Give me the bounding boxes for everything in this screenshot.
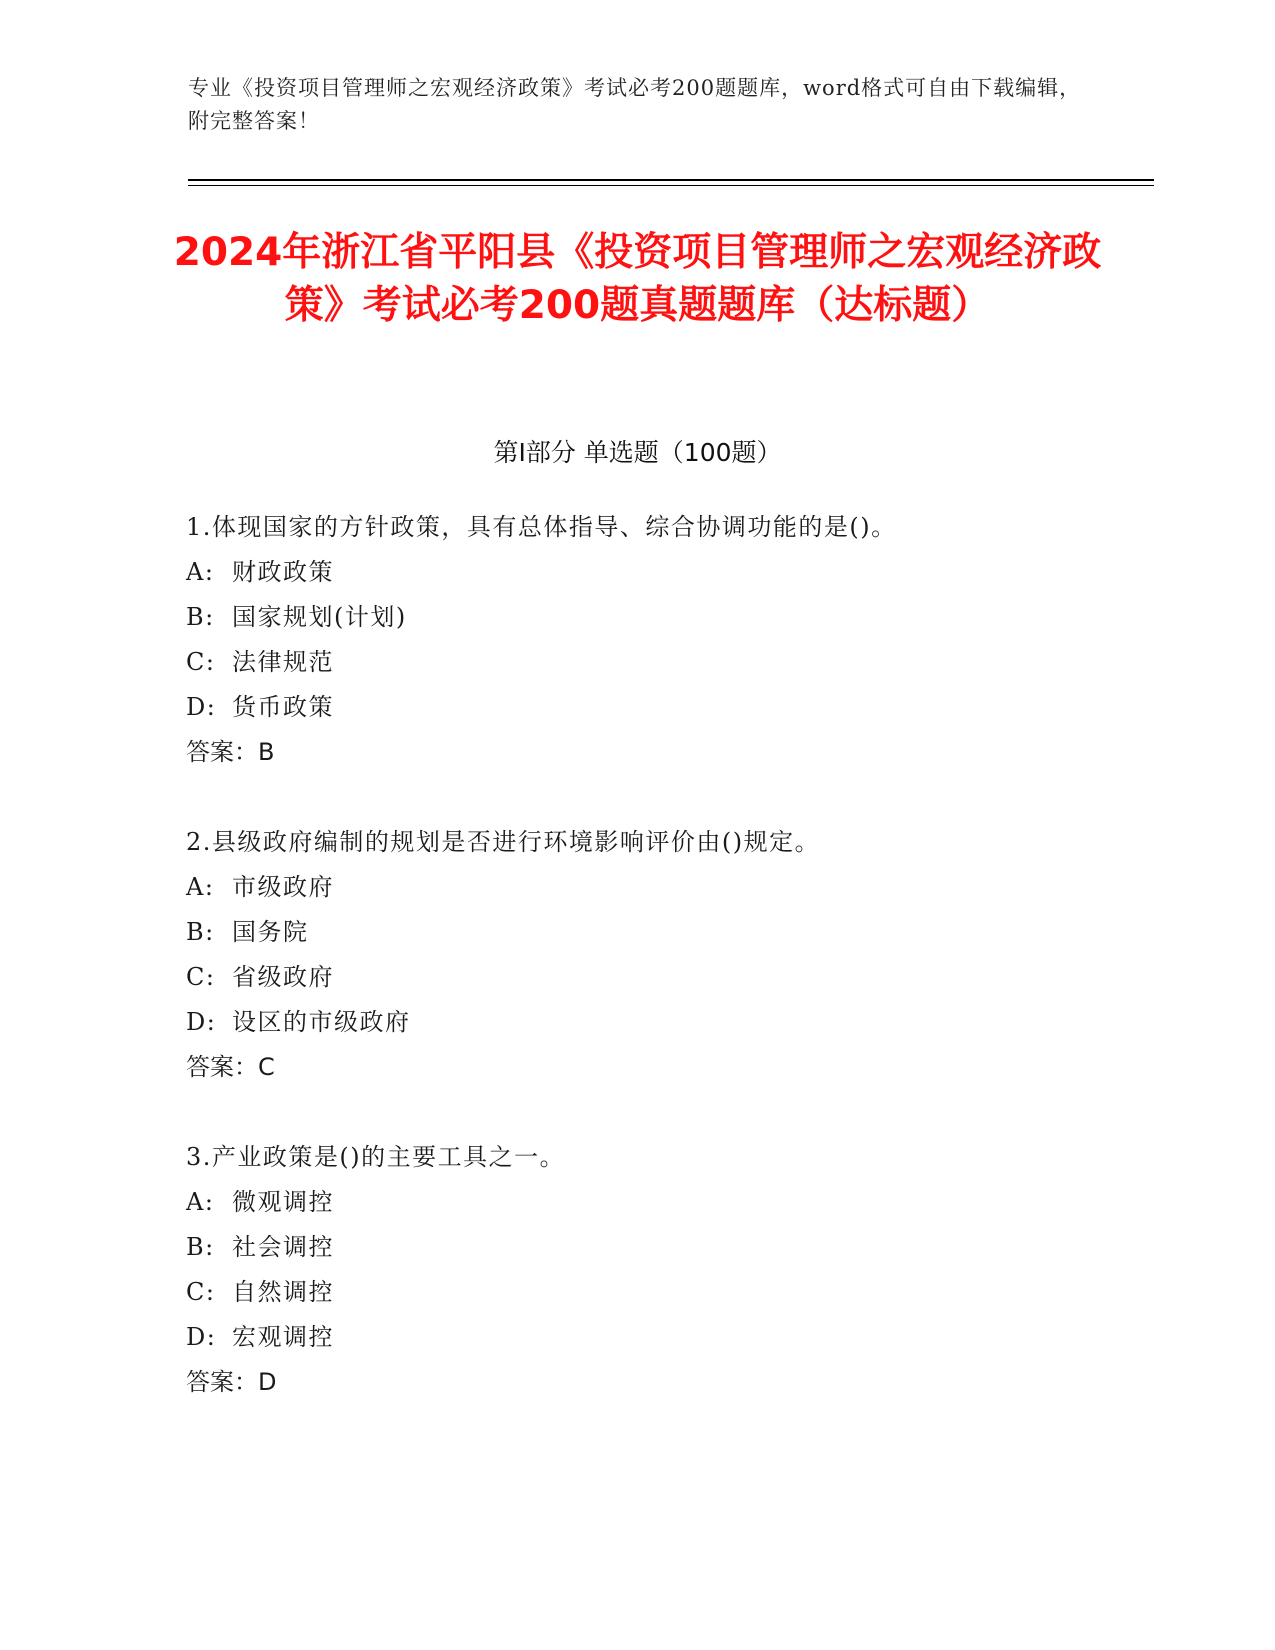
question-1 [186,505,1136,775]
question-stem: 3.产业政策是()的主要工具之一。 [186,1143,566,1171]
option-text: 财政政策 [232,558,334,586]
question-2 [186,820,1136,1090]
header-divider-thick [188,179,1154,181]
option-letter: A: [186,558,215,586]
option-text: 微观调控 [232,1188,334,1216]
option-c [186,1270,1136,1315]
question-3 [186,1135,1136,1405]
option-d [186,1315,1136,1360]
option-letter: B: [186,918,215,946]
option-letter: D: [186,1008,217,1036]
section-title: 第Ⅰ部分 单选题（100题） [493,438,782,467]
question-stem: 1.体现国家的方针政策，具有总体指导、综合协调功能的是()。 [186,513,897,541]
option-letter: C: [186,648,216,676]
option-b [186,910,1136,955]
question-stem: 2.县级政府编制的规划是否进行环境影响评价由()规定。 [186,828,821,856]
option-a [186,550,1136,595]
option-letter: C: [186,1278,216,1306]
option-text: 省级政府 [232,963,334,991]
option-b [186,1225,1136,1270]
header-divider-thin [188,185,1154,186]
option-text: 社会调控 [232,1233,334,1261]
option-letter: A: [186,873,215,901]
option-text: 国务院 [232,918,309,946]
option-letter: D: [186,1323,217,1351]
document-title: 2024年浙江省平阳县《投资项目管理师之宏观经济政策》考试必考200题真题题库（达标题） [173,230,1102,328]
option-letter: C: [186,963,216,991]
option-letter: A: [186,1188,215,1216]
option-letter: B: [186,603,215,631]
option-d [186,685,1136,730]
option-text: 国家规划(计划) [232,603,407,631]
option-d [186,1000,1136,1045]
answer: 答案：C [186,1053,275,1081]
option-letter: D: [186,693,217,721]
option-text: 法律规范 [232,648,334,676]
option-c [186,640,1136,685]
option-text: 自然调控 [232,1278,334,1306]
option-text: 设区的市级政府 [232,1008,411,1036]
answer: 答案：D [186,1368,277,1396]
answer: 答案：B [186,738,275,766]
option-letter: B: [186,1233,215,1261]
option-text: 宏观调控 [232,1323,334,1351]
option-a [186,865,1136,910]
option-text: 市级政府 [232,873,334,901]
option-a [186,1180,1136,1225]
option-b [186,595,1136,640]
option-text: 货币政策 [232,693,334,721]
option-c [186,955,1136,1000]
header-note: 专业《投资项目管理师之宏观经济政策》考试必考200题题库，word格式可自由下载编辑，附完整答案！ [188,76,1082,133]
